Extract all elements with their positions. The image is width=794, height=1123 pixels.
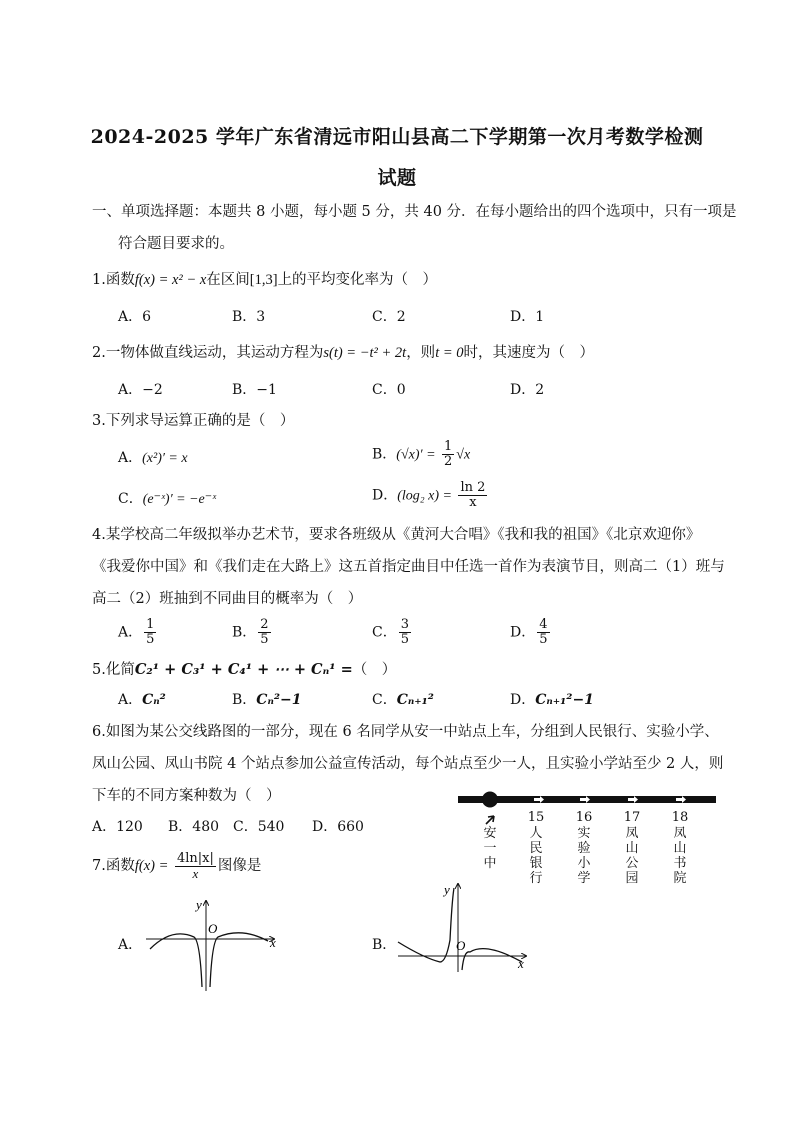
route-station-name-char: 验	[577, 841, 591, 856]
q3-c-label: C．	[118, 491, 143, 507]
doc-title-line1: 2024-2025 学年广东省清远市阳山县高二下学期第一次月考数学检测	[90, 126, 704, 148]
q5-c-expr: Cₙ₊₁²	[396, 692, 434, 708]
q5-b-expr: Cₙ²−1	[256, 692, 302, 708]
q7-fx: f(x) =	[134, 858, 169, 874]
route-station-name-char: 凤	[673, 826, 687, 841]
q7-option-b-label[interactable]: B．	[372, 937, 397, 953]
q7-option-a-label[interactable]: A．	[118, 937, 143, 953]
q1-prefix: 1.函数	[92, 272, 135, 288]
route-station-name-char: 民	[529, 841, 543, 856]
q5-c-label: C．	[372, 692, 397, 708]
question-4-line2: 《我爱你中国》和《我们走在大路上》这五首指定曲目中任选一首作为表演节目，则高二（1）班与	[92, 559, 725, 575]
q7-suffix: 图像是	[217, 858, 262, 874]
q7-num: 4ln|x|	[176, 850, 214, 866]
question-4-line3: 高二（2）班抽到不同曲目的概率为（ ）	[92, 591, 363, 607]
q7-option-b-graph[interactable]	[394, 880, 534, 976]
q4-option-b[interactable]	[232, 618, 273, 647]
q4-a-den: 5	[146, 632, 155, 647]
route-station-name-char: 中	[483, 856, 497, 871]
q2-suffix: 时，其速度为（ ）	[463, 345, 595, 361]
q3-d-den: x	[469, 495, 477, 510]
route-station-1	[480, 826, 500, 871]
route-station-2	[526, 810, 546, 886]
q5-option-b[interactable]	[232, 690, 301, 710]
q6-option-c[interactable]: C．540	[233, 819, 285, 835]
q2-t0: t = 0	[435, 345, 464, 361]
curve-right	[462, 949, 522, 970]
q6-option-a[interactable]: A．120	[92, 819, 143, 835]
q3-b-rhs: √x	[456, 447, 471, 463]
q5-option-d[interactable]	[510, 690, 594, 710]
route-station-3	[574, 810, 594, 886]
route-station-name-char: 院	[673, 871, 687, 886]
question-2-stem	[92, 343, 594, 363]
q5-prefix: 5.化简	[92, 662, 135, 678]
q4-c-fraction	[399, 618, 411, 647]
route-station-5	[670, 810, 690, 886]
q5-d-label: D．	[510, 692, 536, 708]
q4-a-fraction	[144, 618, 156, 647]
q4-b-num: 2	[260, 617, 269, 632]
q7-fraction	[175, 852, 216, 881]
q5-a-expr: Cₙ²	[142, 692, 166, 708]
q2-mid: ，则	[406, 345, 436, 361]
q2-prefix: 2.一物体做直线运动，其运动方程为	[92, 345, 324, 361]
doc-title-line2: 试题	[377, 167, 417, 189]
q4-option-d[interactable]	[510, 618, 552, 647]
route-station-name-char: 银	[529, 856, 543, 871]
q2-expr: s(t) = −t² + 2t	[323, 345, 407, 361]
q4-option-a[interactable]	[118, 618, 158, 647]
q4-d-num: 4	[539, 617, 548, 632]
route-station-name-char: 行	[529, 871, 543, 886]
q4-a-num: 1	[146, 617, 155, 632]
origin-label: O	[208, 921, 218, 936]
q3-option-c[interactable]	[118, 489, 216, 510]
q4-a-label: A．	[118, 624, 143, 641]
x-axis-label: x	[518, 956, 524, 971]
q4-d-fraction	[537, 618, 549, 647]
q3-a-expr: (x²)′ = x	[142, 451, 188, 466]
q6-option-d[interactable]: D．660	[312, 819, 364, 835]
route-station-number: 16	[575, 810, 593, 825]
route-station-name-char: 公	[625, 856, 639, 871]
q5-expr: C₂¹ + C₃¹ + C₄¹ + ⋯ + Cₙ¹ =	[134, 661, 353, 678]
route-station-number: 15	[527, 810, 545, 825]
q1-option-c[interactable]: C．2	[372, 309, 406, 325]
q3-b-den: 2	[443, 454, 453, 469]
q5-option-c[interactable]	[372, 690, 434, 710]
q2-option-b[interactable]: B．−1	[232, 382, 277, 398]
q2-option-c[interactable]: C．0	[372, 382, 406, 398]
q5-d-expr: Cₙ₊₁²−1	[535, 692, 594, 708]
q4-c-den: 5	[400, 632, 409, 647]
q3-b-num: 1	[443, 439, 453, 454]
q1-interval: [1,3]	[249, 272, 278, 288]
q4-c-num: 3	[400, 617, 409, 632]
q3-option-d[interactable]	[372, 481, 489, 511]
q4-d-label: D．	[510, 624, 536, 641]
route-station-number: 17	[623, 810, 641, 825]
question-6-line3: 下车的不同方案种数为（ ）	[92, 788, 281, 804]
route-station-name-char: 园	[625, 871, 639, 886]
question-6-line1: 6.如图为某公交线路图的一部分，现在 6 名同学从安一中站点上车，分组到人民银行、实验小学、	[92, 724, 719, 740]
y-axis-label: y	[444, 882, 450, 897]
route-station-name-char: 小	[577, 856, 591, 871]
route-station-4	[622, 810, 642, 886]
q5-option-a[interactable]	[118, 690, 166, 710]
q3-c-expr: (e⁻ˣ)′ = −e⁻ˣ	[142, 492, 217, 507]
start-station-dot	[483, 792, 498, 807]
q5-a-label: A．	[118, 692, 143, 708]
question-5-stem	[92, 660, 396, 680]
route-station-name-char: 学	[577, 871, 591, 886]
route-station-name-char: 实	[577, 826, 591, 841]
q4-b-label: B．	[232, 624, 257, 641]
q2-option-d[interactable]: D．2	[510, 382, 545, 398]
q3-d-num: ln 2	[460, 480, 486, 495]
section-heading: 一、单项选择题：本题共 8 小题，每小题 5 分，共 40 分．在每小题给出的四个选项中，只有一项是	[92, 204, 737, 220]
q5-b-label: B．	[232, 692, 257, 708]
question-4-line1: 4.某学校高二年级拟举办艺术节，要求各班级从《黄河大合唱》《我和我的祖国》《北京欢迎你》	[92, 527, 701, 543]
q1-option-a[interactable]: A．6	[118, 309, 152, 325]
route-station-name-char: 人	[529, 826, 543, 841]
q3-d-label: D．	[372, 487, 398, 504]
q7-option-a-graph[interactable]	[142, 895, 282, 995]
q3-b-lhs: (√x)′ =	[396, 447, 436, 463]
route-station-name-char: 山	[625, 841, 639, 856]
section-heading-cont: 符合题目要求的。	[118, 236, 234, 252]
curve-left	[150, 934, 202, 987]
q3-d-lhs: (log₂ x) =	[397, 488, 452, 504]
q1-mid: 在区间	[206, 272, 250, 288]
curve-right	[210, 933, 268, 987]
q4-d-den: 5	[539, 632, 548, 647]
route-station-name-char: 山	[673, 841, 687, 856]
q2-option-a[interactable]: A．−2	[118, 382, 163, 398]
bus-route-line	[456, 790, 720, 810]
question-6-line2: 凤山公园、凤山书院 4 个站点参加公益宣传活动，每个站点至少一人，且实验小学站至少 2 人，则	[92, 756, 724, 772]
question-1-stem	[92, 270, 437, 290]
q4-b-fraction	[258, 618, 270, 647]
curve-left	[398, 888, 454, 962]
x-axis-label: x	[270, 935, 276, 950]
y-axis-label: y	[196, 897, 202, 912]
q4-option-c[interactable]	[372, 618, 413, 647]
q3-b-label: B．	[372, 446, 397, 463]
q7-prefix: 7.函数	[92, 858, 135, 874]
q1-option-b[interactable]: B．3	[232, 309, 266, 325]
q4-c-label: C．	[372, 624, 397, 641]
q3-d-fraction	[458, 481, 487, 510]
q5-suffix: （ ）	[352, 662, 397, 678]
question-3-stem: 3.下列求导运算正确的是（ ）	[92, 413, 295, 429]
q1-suffix: 上的平均变化率为（ ）	[277, 272, 438, 288]
q4-b-den: 5	[260, 632, 269, 647]
q6-option-b[interactable]: B．480	[168, 819, 220, 835]
question-7-stem	[92, 848, 261, 884]
q1-option-d[interactable]: D．1	[510, 309, 545, 325]
route-station-number: 18	[671, 810, 689, 825]
q7-den: x	[192, 865, 199, 881]
q3-option-a[interactable]	[118, 448, 188, 469]
origin-label: O	[456, 938, 466, 953]
q1-expr: f(x) = x² − x	[134, 272, 207, 288]
q3-b-fraction	[442, 440, 454, 469]
route-station-name-char: 书	[673, 856, 687, 871]
direction-arrow-icon	[484, 814, 498, 826]
q3-a-label: A．	[118, 450, 143, 466]
route-station-name-char: 安	[483, 826, 497, 841]
route-station-name-char: 一	[483, 841, 497, 856]
q3-option-b[interactable]	[372, 440, 470, 470]
route-station-name-char: 凤	[625, 826, 639, 841]
